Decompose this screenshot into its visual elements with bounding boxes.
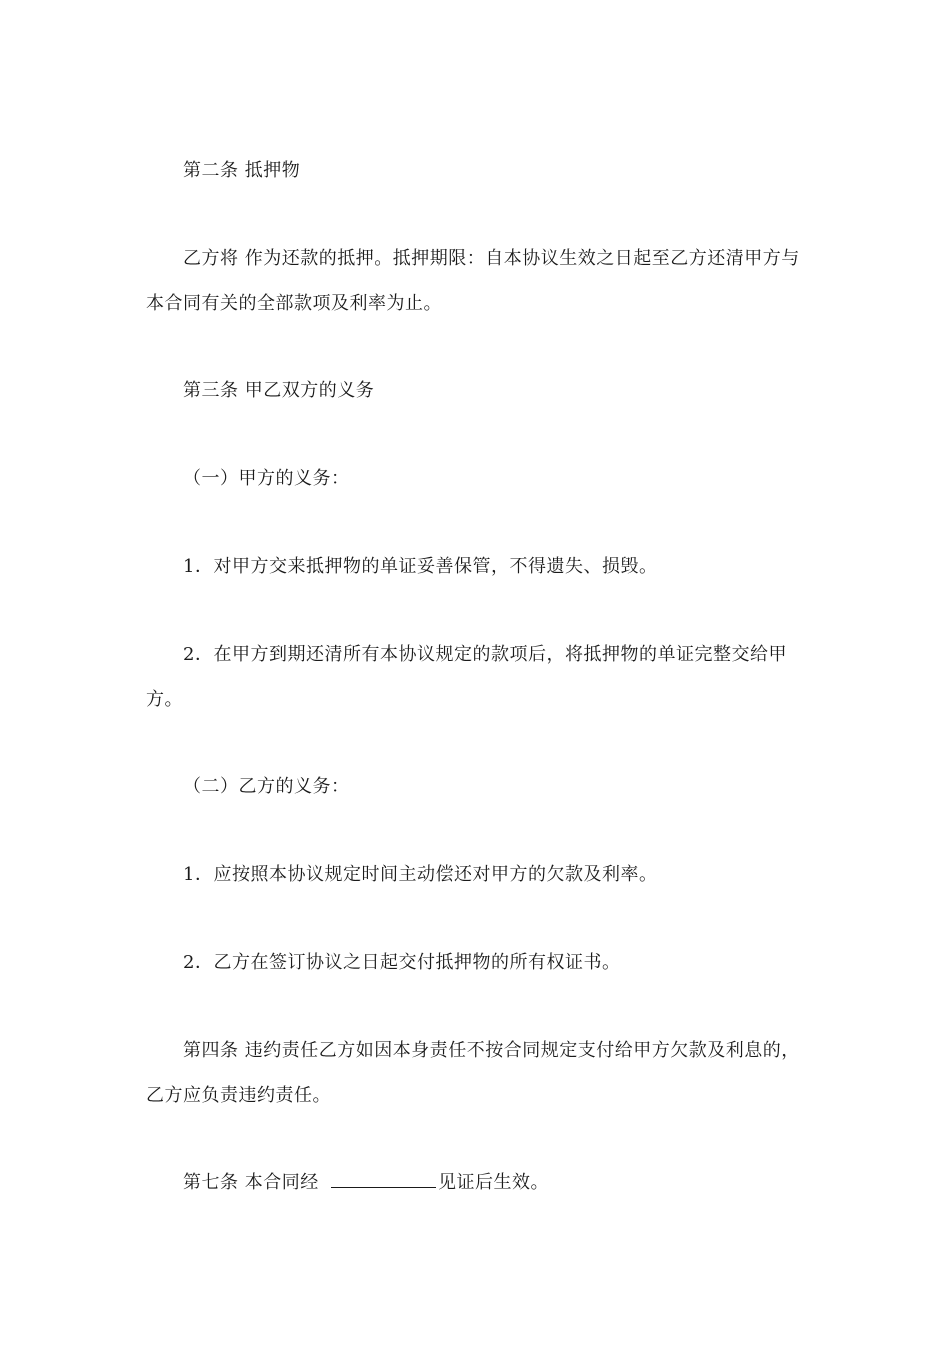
article3-heading: 第三条 甲乙双方的义务	[183, 380, 375, 401]
article4-breach-liability: 第四条 违约责任乙方如因本身责任不按合同规定支付给甲方欠款及利息的，乙方应负责违约责任。	[146, 1040, 800, 1106]
party-b-item-1: 1．应按照本协议规定时间主动偿还对甲方的欠款及利率。	[183, 864, 658, 885]
party-a-obligations-heading: （一）甲方的义务：	[183, 468, 350, 489]
witness-blank-field	[331, 1173, 436, 1188]
article2-heading: 第二条 抵押物	[183, 160, 301, 181]
party-a-item-1: 1．对甲方交来抵押物的单证妥善保管，不得遗失、损毁。	[183, 556, 658, 577]
article7-effectiveness	[146, 1160, 812, 1205]
party-b-obligations-heading: （二）乙方的义务：	[183, 776, 350, 797]
article7-prefix: 第七条 本合同经	[183, 1172, 325, 1193]
article2-body: 乙方将 作为还款的抵押。抵押期限：自本协议生效之日起至乙方还清甲方与本合同有关的全部款项及利率为止。	[146, 248, 800, 314]
party-a-item-2: 2．在甲方到期还清所有本协议规定的款项后，将抵押物的单证完整交给甲方。	[146, 644, 787, 710]
article7-suffix: 见证后生效。	[437, 1172, 549, 1193]
party-b-item-2: 2．乙方在签订协议之日起交付抵押物的所有权证书。	[183, 952, 621, 973]
